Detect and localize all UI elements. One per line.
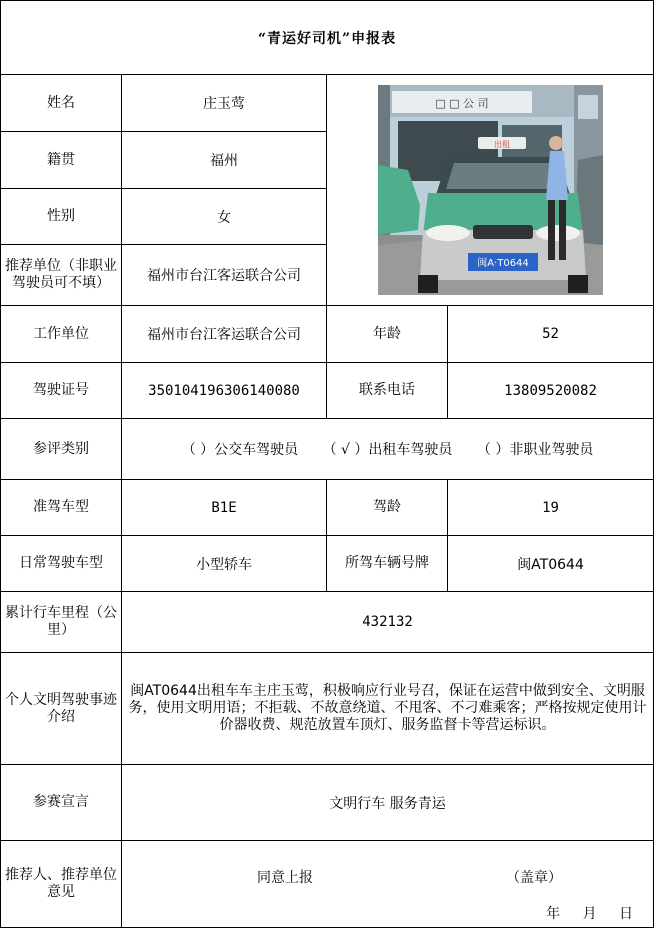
driving-years-value: 19	[448, 480, 654, 536]
recommender-unit-value: 福州市台江客运联合公司	[122, 245, 327, 306]
category-option-non-professional: （ ）非职业驾驶员	[476, 442, 594, 458]
name-value: 庄玉莺	[122, 75, 327, 132]
opinion-label: 推荐人、推荐单位意见	[1, 841, 122, 928]
category-option-bus: （ ）公交车驾驶员	[181, 442, 299, 458]
plate-no-label: 所驾车辆号牌	[327, 536, 448, 592]
deeds-label: 个人文明驾驶事迹介绍	[1, 653, 122, 765]
work-unit-value: 福州市台江客运联合公司	[122, 306, 327, 363]
mileage-label: 累计行车里程（公里）	[1, 592, 122, 653]
photo-cell	[327, 75, 654, 306]
age-label: 年龄	[327, 306, 448, 363]
license-no-value: 350104196306140080	[122, 363, 327, 419]
deeds-value: 闽AT0644出租车车主庄玉莺，积极响应行业号召，保证在运营中做到安全、文明服务，使用文明用语；不拒载、不故意绕道、不甩客、不刁难乘客；严格按规定使用计价器收费、规范放置车顶灯、服务监督卡等营运标识。	[122, 653, 654, 765]
recommender-unit-label: 推荐单位（非职业驾驶员可不填）	[1, 245, 122, 306]
shop-sign-text: □ □ 公 司	[434, 97, 489, 110]
declaration-label: 参赛宣言	[1, 765, 122, 841]
plate-text: 闽A·T0644	[476, 258, 529, 269]
hometown-value: 福州	[122, 132, 327, 189]
mileage-value: 432132	[122, 592, 654, 653]
license-type-label: 准驾车型	[1, 480, 122, 536]
opinion-seal: （盖章）	[506, 870, 562, 886]
roof-sign-text: 出租	[493, 140, 510, 149]
phone-label: 联系电话	[327, 363, 448, 419]
driving-years-label: 驾龄	[327, 480, 448, 536]
form-title: “青运好司机”申报表	[1, 1, 654, 75]
opinion-date: 年 月 日	[546, 906, 634, 922]
gender-value: 女	[122, 189, 327, 245]
opinion-agree: 同意上报	[257, 870, 313, 886]
category-option-taxi: （ √ ）出租车驾驶员	[322, 442, 453, 458]
declaration-value: 文明行车 服务青运	[122, 765, 654, 841]
phone-value: 13809520082	[448, 363, 654, 419]
opinion-cell	[122, 841, 654, 928]
daily-vehicle-label: 日常驾驶车型	[1, 536, 122, 592]
license-no-label: 驾驶证号	[1, 363, 122, 419]
driver-photo	[378, 85, 603, 295]
license-type-value: B1E	[122, 480, 327, 536]
daily-vehicle-value: 小型轿车	[122, 536, 327, 592]
category-options	[122, 419, 654, 480]
gender-label: 性别	[1, 189, 122, 245]
category-label: 参评类别	[1, 419, 122, 480]
hometown-label: 籍贯	[1, 132, 122, 189]
age-value: 52	[448, 306, 654, 363]
plate-no-value: 闽AT0644	[448, 536, 654, 592]
name-label: 姓名	[1, 75, 122, 132]
work-unit-label: 工作单位	[1, 306, 122, 363]
